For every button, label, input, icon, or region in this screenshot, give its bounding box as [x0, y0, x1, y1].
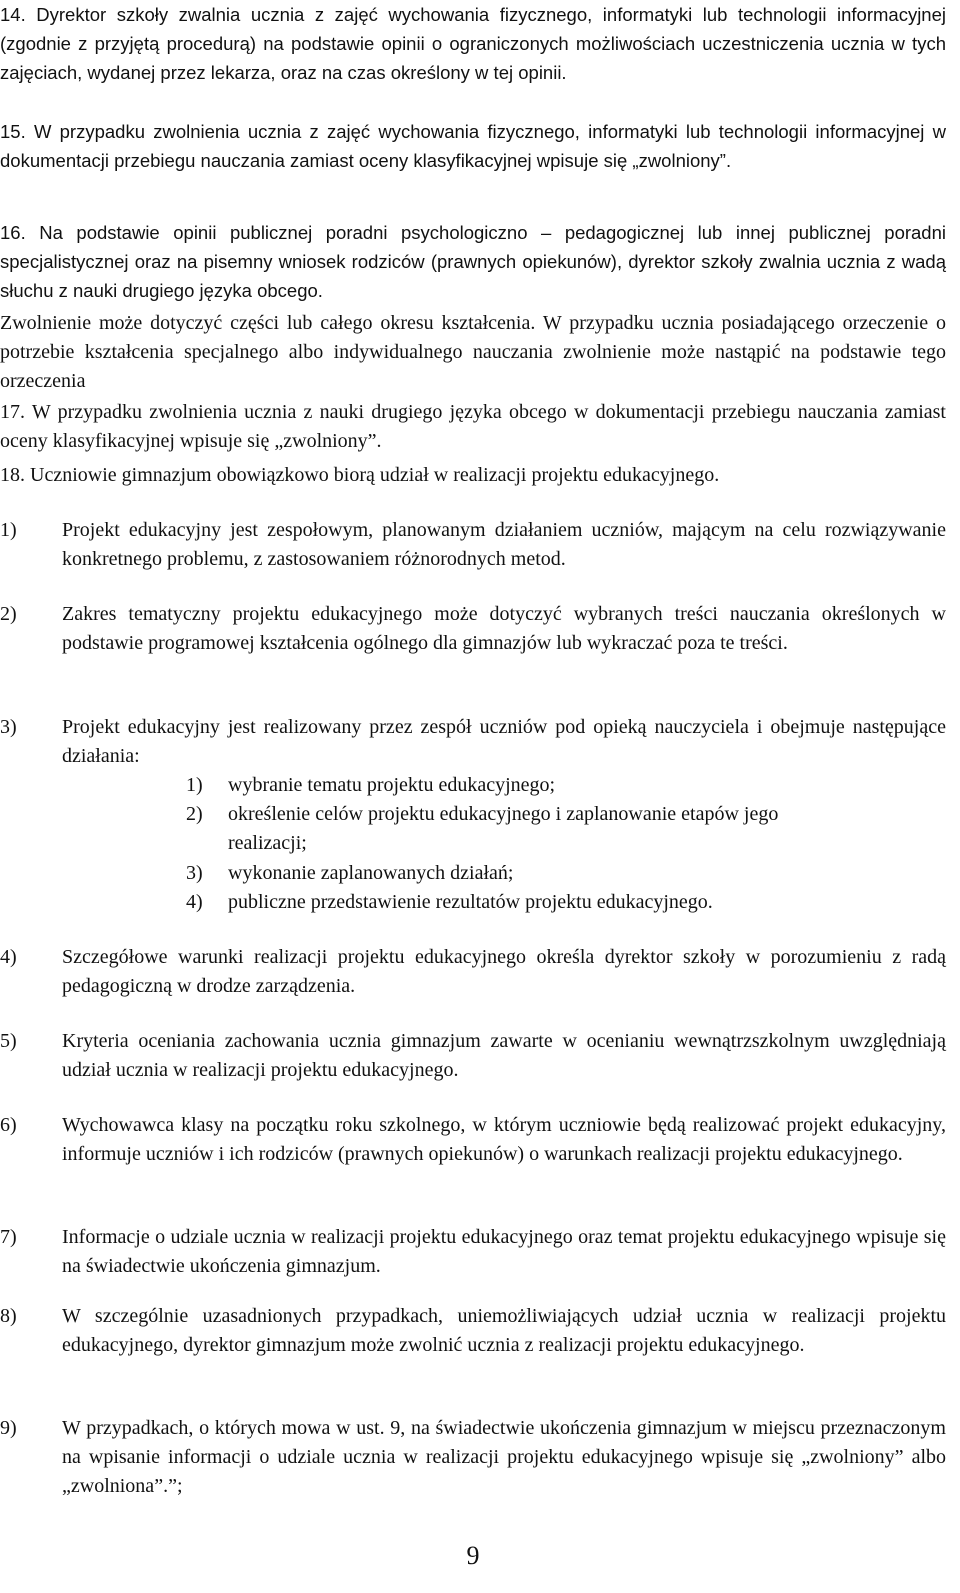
page-number: 9	[466, 1541, 480, 1570]
paragraph-16-continuation: Zwolnienie może dotyczyć części lub całego okresu kształcenia. W przypadku ucznia posiadającego orzeczenie o potrzebie kształcenia specjalnego albo indywidualnego nauczania zwolnienie może nastąpić na podstawie tego orzeczenia	[0, 312, 946, 393]
list-item-4	[0, 943, 946, 1001]
list-item-9	[0, 1414, 946, 1502]
nested-item-text: określenie celów projektu edukacyjnego i zaplanowanie etapów jego	[228, 803, 779, 826]
list-item-text: Kryteria oceniania zachowania ucznia gimnazjum zawarte w ocenianiu wewnątrzszkolnym uwzględniają udział ucznia w realizacji projektu edukacyjnego.	[62, 1030, 946, 1082]
paragraph-17: 17. W przypadku zwolnienia ucznia z nauki drugiego języka obcego w dokumentacji przebiegu nauczania zamiast oceny klasyfikacyjnej wpisuje się „zwolniony”.	[0, 401, 946, 453]
list-item-number: 9)	[0, 1417, 17, 1439]
nested-list-item-continuation: realizacji;	[228, 832, 307, 855]
nested-item-text: wybranie tematu projektu edukacyjnego;	[228, 774, 556, 796]
list-item-1	[0, 516, 946, 574]
list-item-text: W przypadkach, o których mowa w ust. 9, na świadectwie ukończenia gimnazjum w miejscu przeznaczonym na wpisanie informacji o udziale ucznia w realizacji projektu edukacyjnego wpisuje się „zwolniony” albo „zwolniona”.”;	[62, 1417, 946, 1498]
nested-item-text: publiczne przedstawienie rezultatów projektu edukacyjnego.	[228, 890, 713, 913]
paragraph-14: 14. Dyrektor szkoły zwalnia ucznia z zajęć wychowania fizycznego, informatyki lub technologii informacyjnej (zgodnie z przyjętą procedurą) na podstawie opinii o ograniczonych możliwościach uczestniczenia ucznia w tych zajęciach, wydanej przez lekarza, oraz na czas określony w tej opinii.	[0, 4, 946, 84]
nested-item-text: wykonanie zaplanowanych działań;	[228, 861, 514, 884]
list-item-text: W szczególnie uzasadnionych przypadkach, uniemożliwiających udział ucznia w realizacji projektu edukacyjnego, dyrektor gimnazjum może zwolnić ucznia z realizacji projektu edukacyjnego.	[62, 1305, 946, 1357]
nested-list	[186, 771, 946, 917]
list-item-6	[0, 1111, 946, 1169]
nested-list-item	[186, 888, 946, 917]
list-item-number: 5)	[0, 1030, 17, 1052]
nested-item-number: 1)	[186, 774, 203, 796]
list-item-2	[0, 600, 946, 658]
nested-item-number: 3)	[186, 861, 203, 884]
list-item-text: Wychowawca klasy na początku roku szkolnego, w którym uczniowie będą realizować projekt edukacyjny, informuje uczniów i ich rodziców (prawnych opiekunów) o warunkach realizacji projektu edukacyjnego.	[62, 1114, 946, 1166]
list-item-text: Projekt edukacyjny jest realizowany przez zespół uczniów pod opieką nauczyciela i obejmuje następujące działania:	[62, 716, 946, 768]
paragraph-18: 18. Uczniowie gimnazjum obowiązkowo biorą udział w realizacji projektu edukacyjnego.	[0, 464, 720, 486]
nested-list-item	[186, 771, 946, 800]
list-item-number: 3)	[0, 716, 17, 738]
list-item-number: 8)	[0, 1305, 17, 1327]
paragraph-16: 16. Na podstawie opinii publicznej poradni psychologiczno – pedagogicznej lub innej publicznej poradni specjalistycznej oraz na pisemny wniosek rodziców (prawnych opiekunów), dyrektor szkoły zwalnia ucznia z wadą słuchu z nauki drugiego języka obcego.	[0, 222, 946, 302]
list-item-7	[0, 1223, 946, 1281]
nested-list-item	[186, 800, 946, 829]
list-item-number: 1)	[0, 519, 17, 541]
list-item-8	[0, 1302, 946, 1360]
list-item-3	[0, 713, 946, 771]
list-item-text: Projekt edukacyjny jest zespołowym, planowanym działaniem uczniów, mającym na celu rozwiązywanie konkretnego problemu, z zastosowaniem różnorodnych metod.	[62, 519, 946, 571]
paragraph-15: 15. W przypadku zwolnienia ucznia z zajęć wychowania fizycznego, informatyki lub technologii informacyjnej w dokumentacji przebiegu nauczania zamiast oceny klasyfikacyjnej wpisuje się „zwolniony”.	[0, 121, 946, 172]
list-item-number: 7)	[0, 1226, 17, 1248]
list-item-text: Szczegółowe warunki realizacji projektu edukacyjnego określa dyrektor szkoły w porozumieniu z radą pedagogiczną w drodze zarządzenia.	[62, 946, 946, 998]
nested-list-item	[186, 859, 946, 888]
list-item-number: 4)	[0, 946, 17, 968]
list-item-number: 6)	[0, 1114, 17, 1136]
list-item-5	[0, 1027, 946, 1085]
list-item-text: Zakres tematyczny projektu edukacyjnego może dotyczyć wybranych treści nauczania określonych w podstawie programowej kształcenia ogólnego dla gimnazjów lub wykraczać poza te treści.	[62, 603, 946, 655]
nested-item-number: 2)	[186, 803, 203, 826]
list-item-text: Informacje o udziale ucznia w realizacji projektu edukacyjnego oraz temat projektu edukacyjnego wpisuje się na świadectwie ukończenia gimnazjum.	[62, 1226, 946, 1278]
list-item-number: 2)	[0, 603, 17, 625]
nested-item-number: 4)	[186, 890, 203, 913]
